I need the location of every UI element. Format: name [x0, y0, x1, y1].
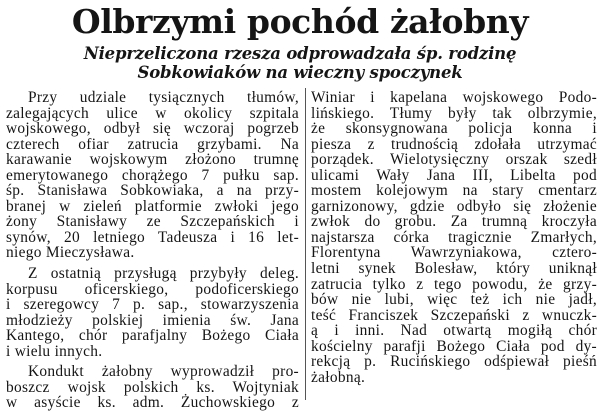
- text-line: ą i inni. Nad otwartą mogiłą chór: [311, 322, 597, 340]
- text-line: lińskiego. Tłumy były tak olbrzymie,: [311, 104, 597, 122]
- subheadline: [0, 44, 600, 82]
- text-line: i szeregowcy 7 p. sap., stowarzyszenia: [6, 296, 299, 314]
- text-line: synów, 20 letniego Tadeusza i 16 let-: [6, 228, 299, 246]
- paragraph: [6, 364, 299, 411]
- text-line: zalegających ulice w okolicy szpitala: [6, 104, 299, 122]
- text-line: garnizonowy, gdzie odbyło się złożenie: [311, 197, 597, 215]
- text-line: rekcją p. Rucińskiego odśpiewał pieśń: [311, 353, 597, 371]
- text-line: młodzieży polskiej imienia św. Jana: [6, 311, 299, 329]
- paragraph: [6, 266, 299, 359]
- text-line: emerytowanego chorążego 7 pułku sap.: [6, 166, 299, 184]
- text-line: karawanie wojskowym złożono trumnę: [6, 151, 299, 169]
- right-column: [311, 90, 597, 400]
- text-line: Florentyna Wawrzyniakowa, cztero-: [311, 244, 597, 262]
- text-line: ulicami Wały Jana III, Libelta pod: [311, 166, 597, 184]
- text-line: zatrucia tylko z tego powodu, że grzy-: [311, 275, 597, 293]
- text-line: i wielu innych.: [6, 342, 103, 360]
- text-line: Z ostatnią przysługą przybyły deleg.: [28, 265, 299, 283]
- text-line: Winiar i kapelana wojskowego Podo-: [311, 89, 597, 106]
- text-line: bów nie lubi, więc też ich nie jadł,: [311, 291, 597, 309]
- column-divider: [305, 88, 306, 400]
- text-line: niego Mieczysława.: [6, 244, 135, 262]
- text-line: Kantego, chór parafjalny Bożego Ciała: [6, 327, 299, 345]
- text-line: Kondukt żałobny wyprowadził pro-: [28, 363, 299, 381]
- text-line: w asyście ks. adm. Żuchowskiego z: [6, 394, 299, 411]
- text-line: żony Stanisławy ze Szczepańskich i: [6, 213, 299, 231]
- text-line: zwłok do grobu. Za trumną kroczyła: [311, 213, 597, 231]
- text-line: letni synek Bolesław, który uniknął: [311, 260, 597, 278]
- headline: Olbrzymi pochód żałobny: [71, 2, 529, 41]
- text-line: teść Franciszek Szczepański z wnuczk-: [311, 306, 597, 324]
- text-line: mostem kolejowym na stary cmentarz: [311, 182, 597, 200]
- subheadline-line: Nieprzeliczona rzesza odprowadzała śp. rodzinę: [83, 44, 517, 63]
- text-line: czterech ofiar zatrucia grzybami. Na: [6, 135, 299, 153]
- text-line: boszcz wojsk polskich ks. Wojtyniak: [6, 378, 299, 396]
- subheadline-line: Sobkowiaków na wieczny spoczynek: [137, 63, 463, 82]
- text-line: piesza z trudnością zdołała utrzymać: [311, 135, 597, 153]
- text-line: że skonsygnowana policja konna i: [311, 120, 597, 138]
- paragraph: [6, 90, 299, 261]
- text-line: porządek. Wielotysięczny orszak szedł: [311, 151, 597, 169]
- text-line: żałobną.: [311, 368, 366, 386]
- left-column: [6, 89, 299, 411]
- text-line: śp. Stanisława Sobkowiaka, a na przy-: [6, 182, 299, 200]
- text-line: Przy udziale tysiącznych tłumów,: [28, 89, 299, 106]
- text-line: branej w zieleń platformie zwłoki jego: [6, 197, 299, 215]
- text-line: korpusu oficerskiego, podoficerskiego: [6, 280, 299, 298]
- text-line: najstarsza córka tragicznie Zmarłych,: [311, 228, 597, 246]
- text-line: kościelny parafji Bożego Ciała pod dy-: [311, 337, 597, 355]
- text-line: wojskowego, odbył się wczoraj pogrzeb: [6, 120, 299, 138]
